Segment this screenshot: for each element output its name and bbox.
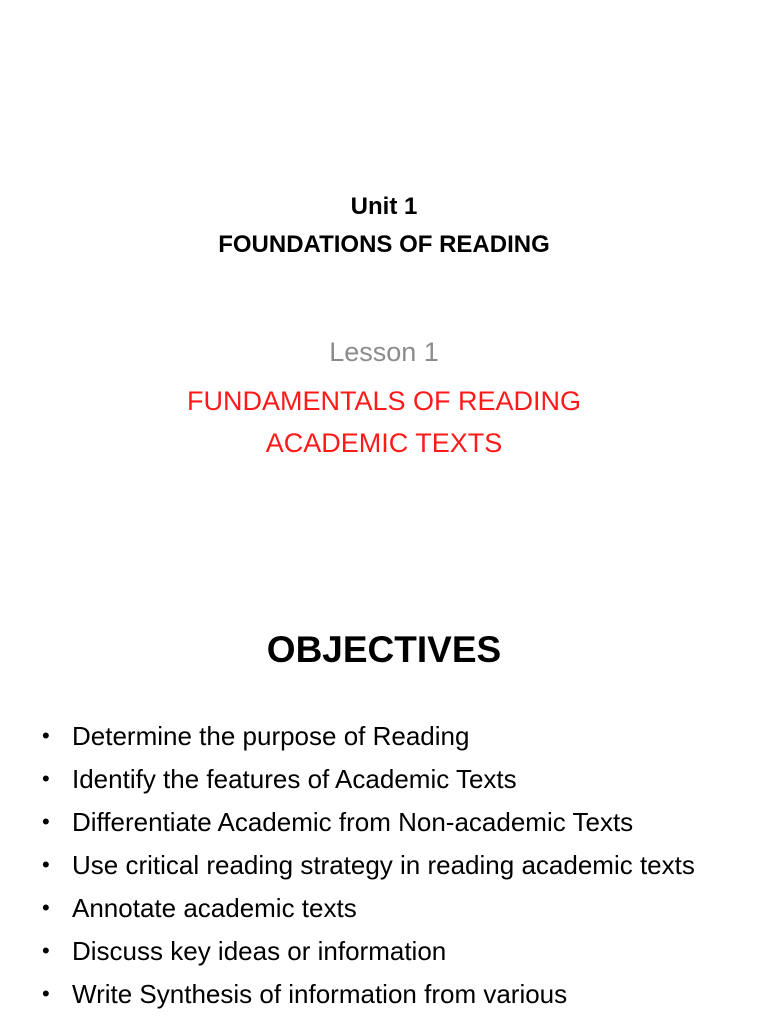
objective-item	[0, 717, 768, 755]
unit-number: Unit 1	[350, 193, 418, 220]
objective-text: Differentiate Academic from Non-academic Texts	[72, 807, 634, 837]
objective-text: Annotate academic texts	[72, 893, 357, 923]
objective-text: Identify the features of Academic Texts	[72, 764, 517, 794]
lesson-label: Lesson 1	[329, 337, 439, 367]
objective-text: Discuss key ideas or information	[72, 936, 447, 966]
bullet-icon: •	[42, 766, 50, 791]
bullet-icon: •	[42, 981, 50, 1006]
objective-item	[0, 846, 768, 884]
objective-item	[0, 975, 768, 1013]
objective-text: Write Synthesis of information from various	[72, 979, 568, 1009]
objectives-slide	[0, 560, 768, 1024]
objective-item	[0, 889, 768, 927]
unit-name: FOUNDATIONS OF READING	[218, 231, 550, 258]
objective-item	[0, 932, 768, 970]
bullet-icon: •	[42, 895, 50, 920]
bullet-icon: •	[42, 852, 50, 877]
objective-item	[0, 803, 768, 841]
objectives-heading: OBJECTIVES	[266, 629, 502, 670]
bullet-icon: •	[42, 809, 50, 834]
bullet-icon: •	[42, 723, 50, 748]
objectives-list	[0, 717, 768, 1018]
objective-text: Determine the purpose of Reading	[72, 721, 470, 751]
objective-text: Use critical reading strategy in reading academic texts	[72, 850, 695, 880]
lesson-title	[0, 380, 768, 464]
bullet-icon: •	[42, 938, 50, 963]
unit-title	[0, 188, 768, 264]
objective-item	[0, 760, 768, 798]
lesson-title-line-1: FUNDAMENTALS OF READING	[186, 386, 582, 416]
lesson-title-line-2: ACADEMIC TEXTS	[265, 428, 503, 458]
